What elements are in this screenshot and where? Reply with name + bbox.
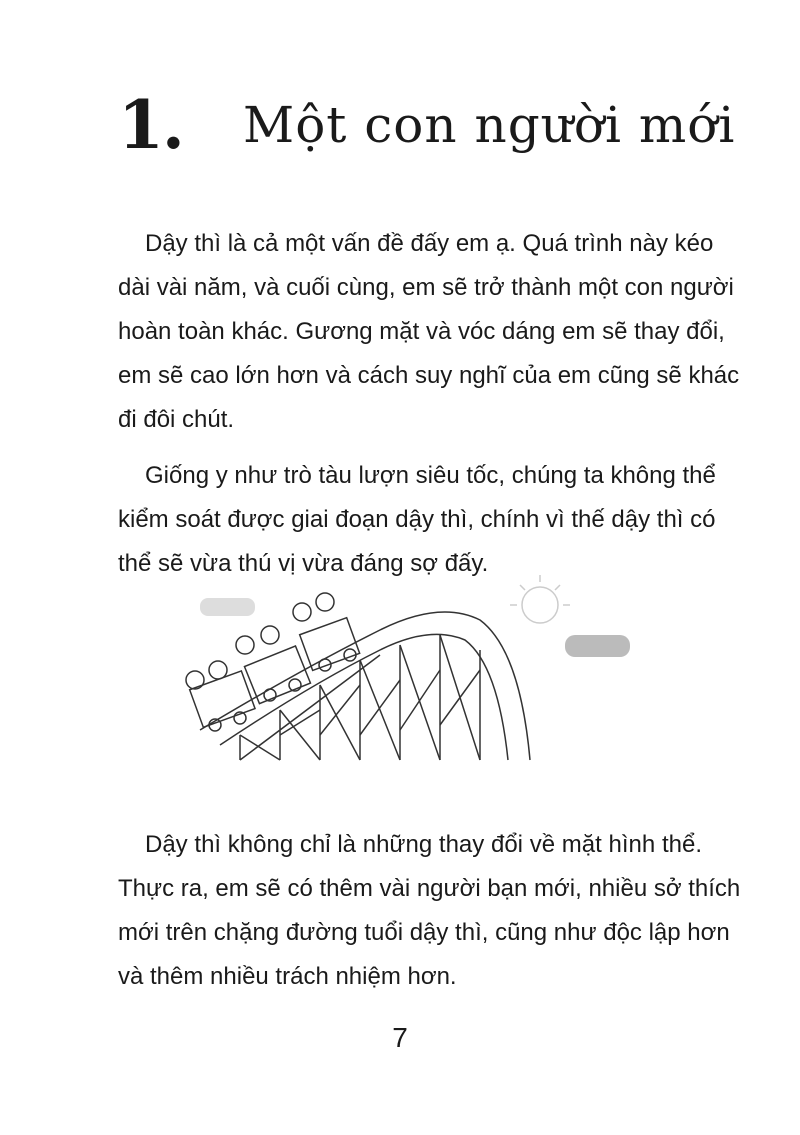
text-line: và thêm nhiều trách nhiệm hơn. [118, 963, 457, 990]
text-line: hoàn toàn khác. Gương mặt và vóc dáng em sẽ thay đổi, [118, 318, 725, 345]
text-line: dài vài năm, và cuối cùng, em sẽ trở thành một con người [118, 274, 734, 301]
chapter-title: Một con người mới [243, 96, 736, 154]
paragraph-1 [118, 222, 740, 442]
sun-icon [510, 575, 570, 623]
paragraph-3 [118, 823, 741, 999]
page-number: 7 [392, 1022, 408, 1053]
track-structure [200, 612, 530, 760]
text-line: Dậy thì không chỉ là những thay đổi về mặt hình thể. [145, 831, 702, 858]
text-line: kiểm soát được giai đoạn dậy thì, chính vì thế dậy thì có [118, 506, 716, 533]
text-line: Thực ra, em sẽ có thêm vài người bạn mới, nhiều sở thích [118, 875, 741, 902]
roller-coaster-illustration [180, 560, 660, 780]
text-line: mới trên chặng đường tuổi dậy thì, cũng như độc lập hơn [118, 919, 730, 946]
text-line: Giống y như trò tàu lượn siêu tốc, chúng ta không thể [145, 462, 716, 489]
text-line: Dậy thì là cả một vấn đề đấy em ạ. Quá trình này kéo [145, 230, 714, 257]
text-line: đi đôi chút. [118, 406, 235, 433]
text-line: em sẽ cao lớn hơn và cách suy nghĩ của em cũng sẽ khác [118, 362, 740, 389]
chapter-number: 1. [118, 86, 183, 164]
text-line: thể sẽ vừa thú vị vừa đáng sợ đấy. [118, 550, 489, 577]
